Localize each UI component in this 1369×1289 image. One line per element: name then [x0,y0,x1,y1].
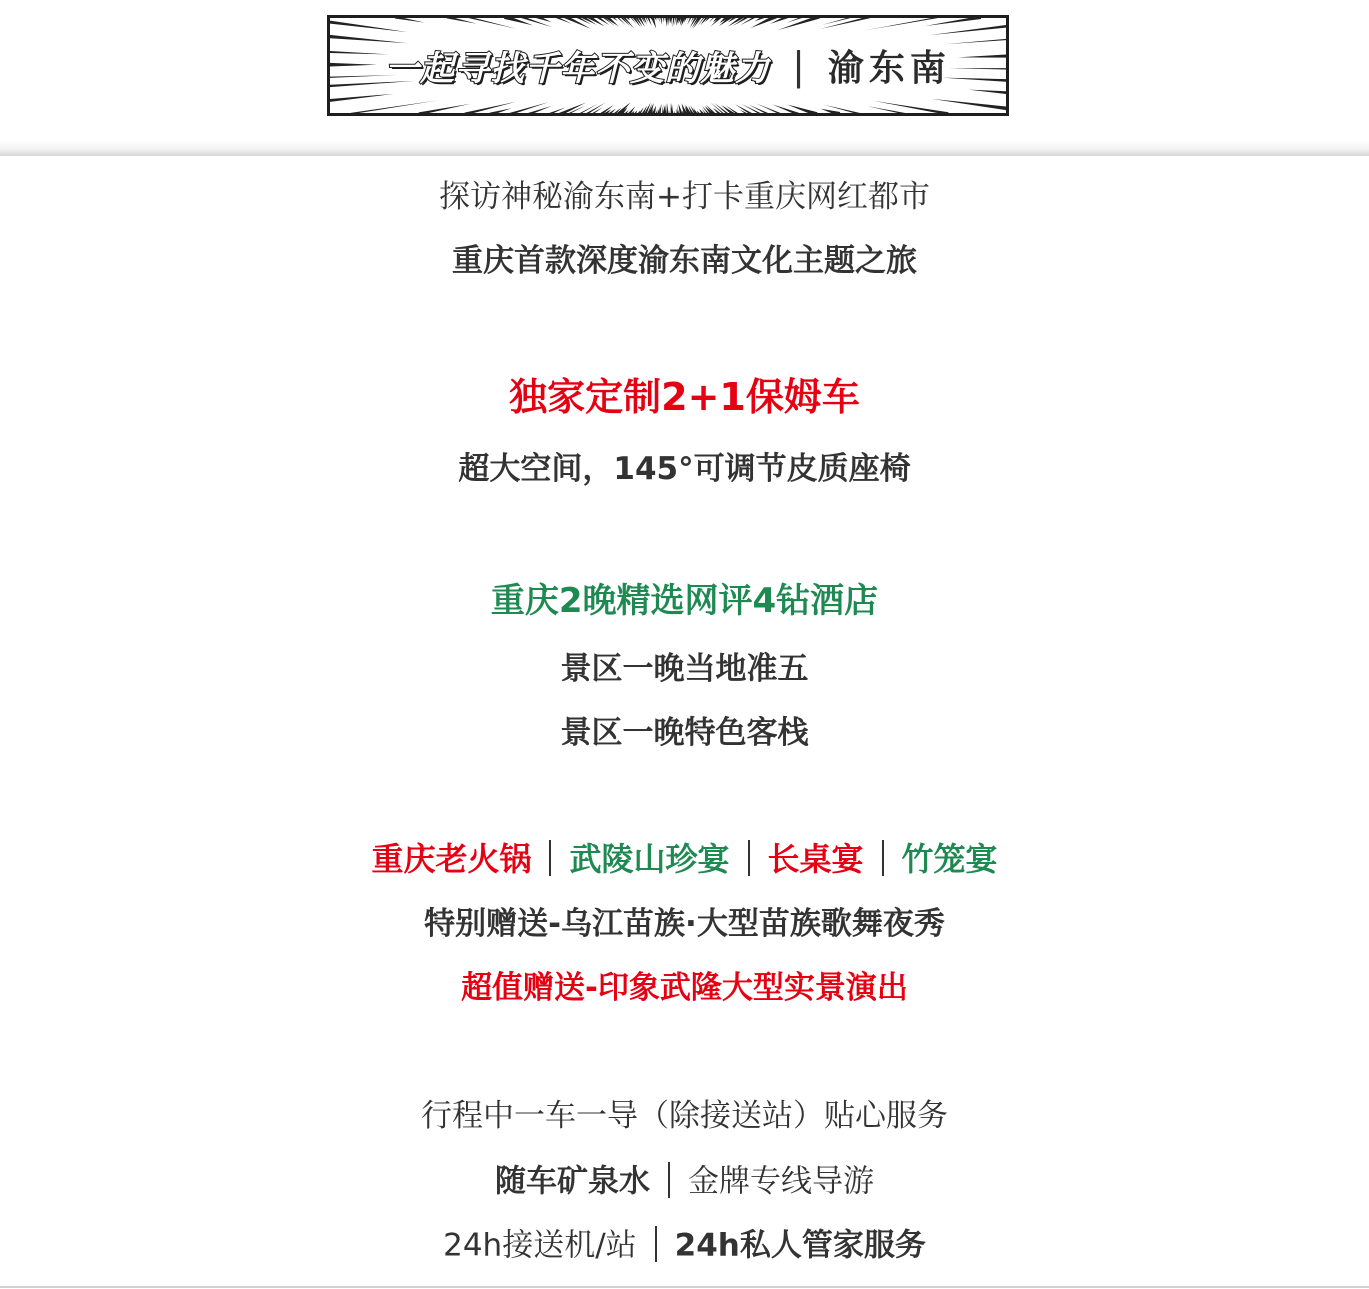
service-line-1: 行程中一车一导（除接送站）贴心服务 [421,1098,948,1134]
hotel-item-1: 景区一晚当地准五 [560,651,809,687]
service-line-2 [0,1165,1369,1201]
service-butler: 24h私人管家服务 [674,1227,926,1264]
banner-divider: | [792,43,806,88]
gift-line-1: 特别赠送-乌江苗族·大型苗族歌舞夜秀 [424,906,945,942]
meal-hotpot: 重庆老火锅 [371,840,532,878]
intro-line-2: 重庆首款深度渝东南文化主题之旅 [452,243,917,279]
service-separator [655,1226,657,1262]
meal-separator [882,840,884,876]
bottom-divider [0,1286,1369,1288]
meal-wuling-banquet: 武陵山珍宴 [569,840,730,878]
service-pickup: 24h接送机/站 [443,1227,637,1264]
hotel-item-2: 景区一晚特色客栈 [560,715,809,751]
service-water: 随车矿泉水 [495,1163,650,1200]
banner-slogan: 一起寻找千年不变的魅力 [385,49,771,89]
service-line-3 [0,1229,1369,1265]
gift-line-2: 超值赠送-印象武隆大型实景演出 [461,970,908,1006]
meal-separator [549,840,551,876]
service-separator [668,1162,670,1198]
section-divider [0,140,1369,156]
service-guide: 金牌专线导游 [688,1163,874,1200]
banner-region: 渝东南 [827,48,951,89]
title-banner [327,15,1009,116]
meal-separator [748,840,750,876]
vehicle-detail: 超大空间，145°可调节皮质座椅 [458,451,911,487]
hotel-heading: 重庆2晚精选网评4钻酒店 [490,581,879,621]
meal-long-table-banquet: 长桌宴 [767,840,864,878]
intro-line-1: 探访神秘渝东南+打卡重庆网红都市 [439,179,930,215]
meals-row [0,840,1369,879]
banner-text [330,18,1006,113]
meal-bamboo-cage-banquet: 竹笼宴 [901,840,998,878]
vehicle-heading: 独家定制2+1保姆车 [509,375,860,419]
